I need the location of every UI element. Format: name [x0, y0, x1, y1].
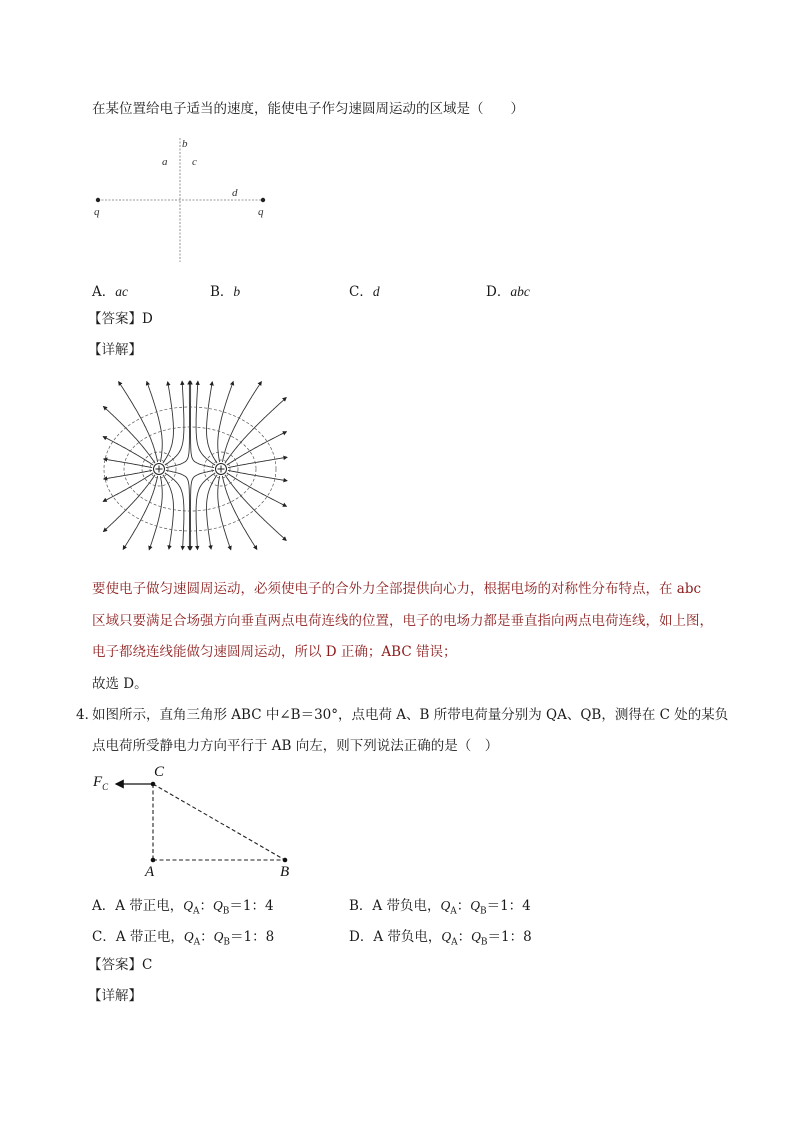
q3-conclusion: 故选 D。	[92, 676, 148, 692]
label-d: d	[232, 187, 238, 199]
label-C: C	[154, 764, 165, 780]
q4-number: 4．	[76, 707, 99, 723]
label-c: c	[192, 156, 197, 168]
field-line	[119, 382, 158, 462]
field-line	[163, 475, 174, 549]
q4-option-b: B．A 带负电，$Q_A$：$Q_B=1$：4	[349, 898, 531, 917]
q4-option-c: C．A 带正电，$Q_A$：$Q_B=1$：8	[92, 929, 275, 948]
label-b: b	[182, 138, 188, 150]
side-bc	[153, 784, 285, 860]
field-line	[163, 382, 174, 463]
label-a: a	[162, 156, 168, 168]
left-charge	[96, 198, 100, 202]
field-line	[196, 473, 215, 550]
field-line	[207, 475, 218, 549]
field-line	[196, 381, 215, 465]
right-charge	[261, 198, 265, 202]
positive-charge-right	[216, 464, 227, 475]
q4-option-a: A．A 带正电，$Q_A$：$Q_B=1$：4	[92, 898, 274, 917]
label-q-right: q	[258, 206, 264, 218]
q3-option-d: D．abc	[486, 284, 530, 300]
field-line	[104, 470, 152, 479]
q4-detail-title: 【详解】	[88, 988, 142, 1004]
field-lines-figure	[100, 378, 290, 553]
field-line	[218, 476, 231, 550]
q4-stem-line-1: 如图所示，直角三角形 ABC 中∠B＝30°，点电荷 A、B 所带电荷量分别为 QA、QB，测得在 C 处的某负	[92, 707, 729, 723]
triangle-figure	[90, 766, 300, 882]
charges-axes-figure	[86, 134, 286, 266]
q4-option-d: D．A 带负电，$Q_A$：$Q_B=1$：8	[349, 929, 532, 948]
point-a	[151, 858, 156, 863]
q3-option-b: B．b	[210, 284, 241, 300]
positive-charge-left	[154, 464, 165, 475]
label-q-left: q	[94, 206, 100, 218]
point-b	[283, 858, 288, 863]
q3-answer: 【答案】D	[88, 311, 153, 327]
q3-option-c: C．d	[349, 284, 380, 300]
q3-explanation-line-1: 要使电子做匀速圆周运动，必须使电子的合外力全部提供向心力，根据电场的对称性分布特点，在 abc	[92, 581, 702, 597]
point-c	[151, 782, 156, 787]
q3-stem: 在某位置给电子适当的速度，能使电子作匀速圆周运动的区域是（ ）	[92, 101, 524, 117]
field-line	[207, 382, 218, 463]
field-line	[165, 381, 184, 465]
field-line	[149, 476, 162, 550]
label-B: B	[280, 864, 290, 880]
field-line	[225, 398, 286, 464]
label-A: A	[145, 864, 155, 880]
field-line	[165, 473, 184, 550]
q4-answer: 【答案】C	[88, 957, 153, 973]
field-line	[104, 459, 152, 468]
q4-stem-line-2: 点电荷所受静电力方向平行于 AB 向左，则下列说法正确的是（ ）	[92, 738, 499, 754]
q3-option-a: A．ac	[92, 284, 128, 300]
field-line	[225, 475, 286, 541]
q3-explanation-line-3: 电子都绕连线能做匀速圆周运动，所以 D 正确；ABC 错误；	[92, 644, 457, 660]
force-label: $F_C$	[93, 774, 109, 792]
q3-detail-title: 【详解】	[88, 342, 142, 358]
field-line	[222, 382, 261, 462]
q3-explanation-line-2: 区域只要满足合场强方向垂直两点电荷连线的位置，电子的电场力都是垂直指向两点电荷连线，如上图，	[92, 613, 713, 629]
